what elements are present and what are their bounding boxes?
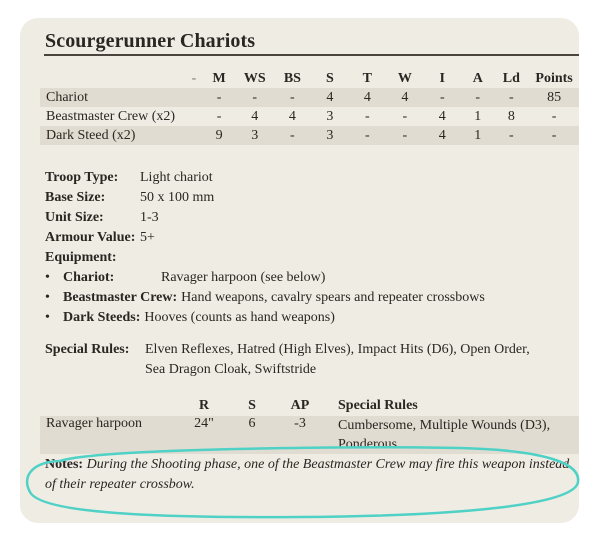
stat-cell: - [236, 88, 274, 107]
unit-size-row [45, 208, 485, 228]
equipment-item-name: Dark Steeds: [63, 310, 141, 325]
stat-cell: 4 [349, 88, 386, 107]
stat-cell: - [349, 126, 386, 145]
special-rules-label: Special Rules: [45, 342, 130, 357]
base-size-row [45, 188, 485, 208]
troop-type-row [45, 168, 485, 188]
weapon-rules-line: Cumbersome, Multiple Wounds (D3), [338, 418, 551, 433]
stat-row-name: Beastmaster Crew (x2) [46, 108, 176, 124]
weapon-strength: 6 [228, 416, 276, 454]
equipment-item [45, 268, 485, 288]
stat-row-name: Dark Steed (x2) [40, 126, 202, 145]
stat-cell: 9 [202, 126, 236, 145]
rules-card [20, 18, 579, 523]
stat-row [40, 107, 579, 126]
stat-header: M [212, 71, 226, 86]
base-size-label: Base Size: [45, 190, 106, 205]
weapon-range: 24" [180, 416, 228, 454]
stat-cell: - [495, 88, 529, 107]
bullet-icon: • [45, 270, 50, 285]
stat-cell: - [424, 88, 461, 107]
special-rules [45, 340, 565, 380]
stat-cell: 4 [311, 88, 348, 107]
stat-row [40, 88, 579, 107]
stat-cell: 4 [288, 108, 296, 124]
stat-header: WS [243, 71, 266, 86]
stat-cell: - [461, 88, 495, 107]
stat-cell: 1 [461, 126, 495, 145]
weapon-header-row [40, 396, 579, 416]
notes [45, 455, 570, 495]
weapon-header: S [248, 398, 256, 413]
stat-header: BS [283, 71, 301, 86]
stat-cell: - [274, 88, 312, 107]
armour-label: Armour Value: [45, 230, 136, 245]
troop-type-label: Troop Type: [45, 170, 119, 185]
equipment-label: Equipment: [45, 250, 117, 265]
stat-cell: - [551, 108, 557, 124]
troop-type-value: Light chariot [140, 170, 213, 185]
weapon-rules [324, 416, 579, 454]
equipment-item [45, 288, 485, 308]
stat-header: T [362, 71, 372, 86]
stat-header: S [325, 71, 334, 86]
stat-header: W [397, 71, 412, 86]
weapon-ap: -3 [276, 416, 324, 454]
armour-value: 5+ [140, 230, 155, 245]
weapon-header: AP [290, 398, 310, 413]
weapon-name: Ravager harpoon [40, 416, 180, 454]
armour-row [45, 228, 485, 248]
special-rules-line: Elven Reflexes, Hatred (High Elves), Impact Hits (D6), Open Order, [145, 342, 530, 357]
bullet-icon: • [45, 290, 50, 305]
equipment-item [45, 308, 485, 328]
stat-header: I [439, 71, 445, 86]
stat-cell: - [202, 88, 236, 107]
stat-row-name: Chariot [40, 88, 202, 107]
stat-cell: 1 [474, 108, 482, 124]
stat-cell: - [402, 108, 408, 124]
stat-row [40, 126, 579, 145]
stat-cell: 4 [438, 108, 446, 124]
special-rules-line: Sea Dragon Cloak, Swiftstride [145, 362, 317, 377]
stat-cell: - [274, 126, 312, 145]
base-size-value: 50 x 100 mm [140, 190, 215, 205]
stat-cell: - [495, 126, 529, 145]
stat-cell: 4 [251, 108, 259, 124]
title-divider [44, 54, 579, 56]
weapon-header: R [198, 398, 210, 413]
stat-cell: 85 [528, 88, 579, 107]
equipment-item-text: Hooves (counts as hand weapons) [144, 310, 335, 325]
stat-cell: - [386, 126, 424, 145]
stat-header: Ld [502, 71, 520, 86]
notes-label: Notes: [45, 457, 84, 472]
stat-header-row [40, 70, 579, 88]
bullet-icon: • [45, 310, 50, 325]
stat-cell: 3 [326, 108, 334, 124]
stat-cell: - [528, 126, 579, 145]
weapon-header-spacer [40, 396, 180, 416]
unit-size-label: Unit Size: [45, 210, 104, 225]
equipment-row [45, 248, 485, 268]
stat-table [40, 70, 579, 145]
equipment-item-text: Ravager harpoon (see below) [161, 270, 326, 285]
stat-cell: 4 [424, 126, 461, 145]
stat-cell: 3 [311, 126, 348, 145]
stat-header-spacer: - [191, 71, 197, 86]
special-rules-text [145, 340, 530, 380]
stat-cell: 3 [236, 126, 274, 145]
equipment-item-name: Beastmaster Crew: [63, 290, 178, 305]
weapon-header: Special Rules [338, 398, 418, 413]
weapon-rules-line: Ponderous [338, 437, 398, 452]
stat-header: Points [535, 71, 573, 86]
stat-cell: - [216, 108, 222, 124]
unit-info [45, 168, 485, 328]
stat-header: A [472, 71, 483, 86]
notes-text: During the Shooting phase, one of the Beastmaster Crew may fire this weapon instead of their repeater crossbow. [45, 457, 570, 492]
unit-title: Scourgerunner Chariots [45, 30, 256, 52]
equipment-item-name: Chariot: [63, 270, 115, 285]
unit-size-value: 1-3 [140, 210, 159, 225]
weapon-row [40, 416, 579, 454]
stat-cell: 4 [386, 88, 424, 107]
stat-cell: - [364, 108, 370, 124]
stat-cell: 8 [507, 108, 515, 124]
equipment-item-text: Hand weapons, cavalry spears and repeater crossbows [181, 290, 485, 305]
weapon-table [40, 396, 579, 454]
